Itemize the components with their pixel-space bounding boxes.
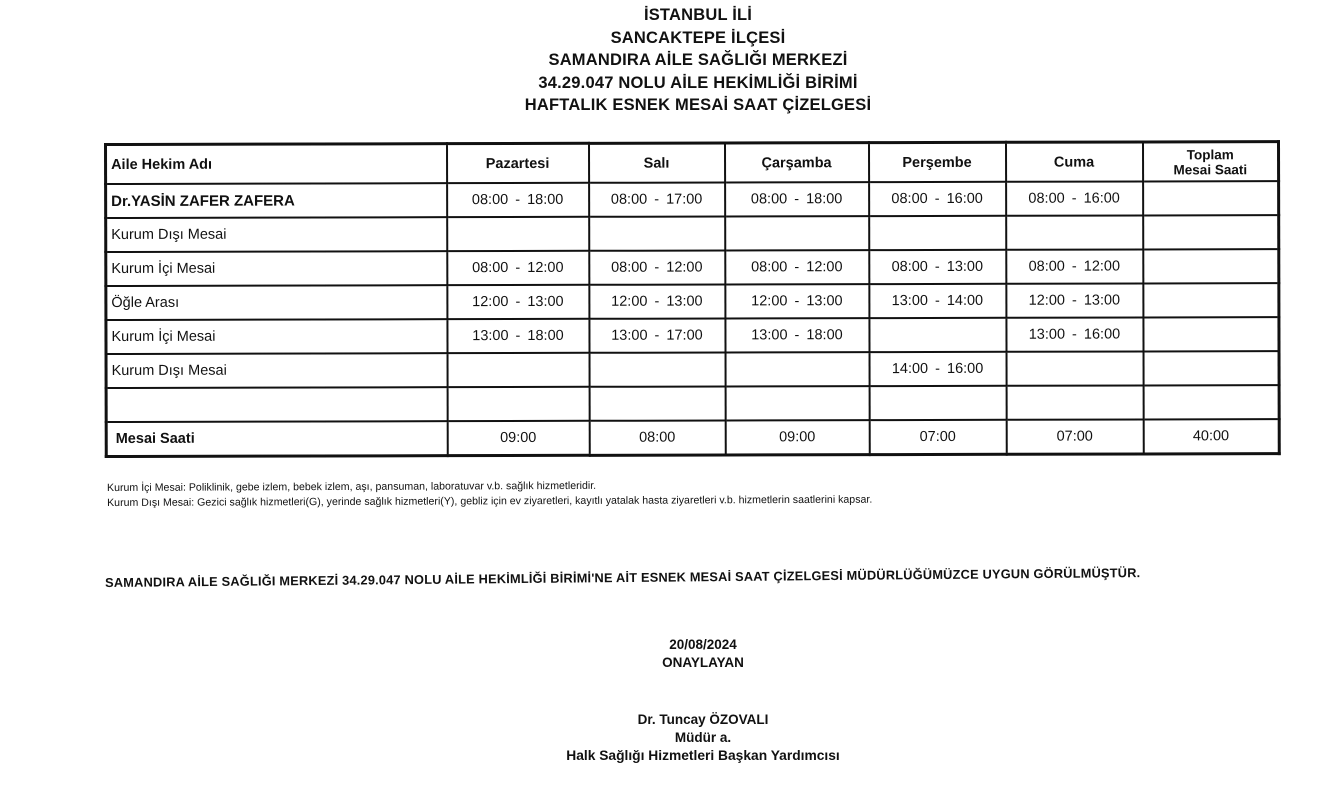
cell-tuesday bbox=[589, 386, 725, 420]
column-header-tuesday: Salı bbox=[589, 143, 725, 183]
table-row bbox=[106, 317, 1279, 354]
column-header-wednesday: Çarşamba bbox=[725, 143, 869, 183]
total-header-line-2: Mesai Saati bbox=[1173, 161, 1248, 177]
cell-monday bbox=[447, 353, 589, 387]
cell-thursday: 08:00 - 16:00 bbox=[869, 182, 1006, 216]
signatory-position: Halk Sağlığı Hizmetleri Başkan Yardımcısı bbox=[566, 748, 840, 763]
row-label: Öğle Arası bbox=[106, 285, 447, 320]
total-header-line-1: Toplam bbox=[1186, 146, 1234, 162]
table-footer-row bbox=[106, 419, 1279, 456]
cell-wednesday bbox=[725, 352, 869, 386]
approved-by-label: ONAYLAYAN bbox=[662, 655, 744, 670]
cell-friday bbox=[1006, 385, 1143, 419]
cell-tuesday bbox=[589, 216, 725, 250]
header-unit: 34.29.047 NOLU AİLE HEKİMLİĞİ BİRİMİ bbox=[538, 73, 858, 92]
approval-date: 20/08/2024 bbox=[669, 637, 737, 652]
cell-monday: 08:00 - 18:00 bbox=[447, 183, 589, 217]
column-header-friday: Cuma bbox=[1006, 142, 1143, 182]
cell-monday: 08:00 - 12:00 bbox=[447, 251, 589, 285]
cell-friday: 13:00 - 16:00 bbox=[1006, 317, 1143, 351]
cell-wednesday: 08:00 - 12:00 bbox=[725, 250, 869, 284]
cell-tuesday: 13:00 - 17:00 bbox=[589, 318, 725, 352]
cell-monday: 12:00 - 13:00 bbox=[447, 285, 589, 319]
table-row bbox=[106, 283, 1279, 320]
approval-date-block bbox=[0, 636, 1338, 672]
note-external-hours: Kurum Dışı Mesai: Gezici sağlık hizmetleri(G), yerinde sağlık hizmetleri(Y), gebliz için ev ziyaretleri, kayıtlı yatalak hasta ziyaretleri v.b. hizmetlerin saatlerini kapsar. bbox=[107, 493, 873, 509]
cell-monday: 13:00 - 18:00 bbox=[447, 319, 589, 353]
footer-tuesday-hours: 08:00 bbox=[589, 420, 725, 455]
schedule-table-wrapper bbox=[104, 140, 1281, 458]
cell-friday bbox=[1006, 215, 1143, 249]
cell-total bbox=[1143, 385, 1279, 419]
row-label: Kurum Dışı Mesai bbox=[106, 217, 447, 252]
table-row bbox=[106, 215, 1279, 252]
signatory-name: Dr. Tuncay ÖZOVALI bbox=[637, 712, 769, 727]
cell-monday bbox=[447, 387, 589, 421]
signature-block bbox=[0, 711, 1338, 765]
footer-total-hours: 40:00 bbox=[1143, 419, 1279, 454]
cell-friday: 12:00 - 13:00 bbox=[1006, 283, 1143, 317]
header-province: İSTANBUL İLİ bbox=[643, 6, 753, 24]
cell-tuesday: 08:00 - 12:00 bbox=[589, 250, 725, 284]
column-header-thursday: Perşembe bbox=[869, 142, 1006, 182]
cell-total bbox=[1143, 181, 1279, 215]
cell-total bbox=[1143, 249, 1279, 283]
cell-wednesday: 13:00 - 18:00 bbox=[725, 318, 869, 352]
table-row bbox=[106, 249, 1279, 286]
footer-monday-hours: 09:00 bbox=[447, 421, 589, 456]
footer-label-working-hours: Mesai Saati bbox=[106, 421, 447, 456]
row-label-doctor-name: Dr.YASİN ZAFER ZAFERA bbox=[106, 183, 447, 218]
row-label: Kurum İçi Mesai bbox=[106, 251, 447, 286]
cell-tuesday: 12:00 - 13:00 bbox=[589, 284, 725, 318]
cell-friday: 08:00 - 12:00 bbox=[1006, 249, 1143, 283]
note-internal-hours: Kurum İçi Mesai: Poliklinik, gebe izlem, bebek izlem, aşı, pansuman, laboratuvar v.b. sağlık hizmetleridir. bbox=[107, 479, 597, 494]
cell-tuesday: 08:00 - 17:00 bbox=[589, 182, 725, 216]
cell-wednesday: 12:00 - 13:00 bbox=[725, 284, 869, 318]
footer-thursday-hours: 07:00 bbox=[869, 420, 1006, 455]
cell-wednesday bbox=[725, 216, 869, 250]
cell-total bbox=[1143, 317, 1279, 351]
footer-wednesday-hours: 09:00 bbox=[725, 420, 869, 455]
row-label: Kurum İçi Mesai bbox=[106, 319, 447, 354]
table-header-row bbox=[106, 142, 1279, 184]
cell-thursday bbox=[869, 216, 1006, 250]
header-title: HAFTALIK ESNEK MESAİ SAAT ÇİZELGESİ bbox=[524, 96, 872, 114]
table-row bbox=[106, 385, 1279, 422]
column-header-doctor: Aile Hekim Adı bbox=[106, 144, 447, 184]
row-label: Kurum Dışı Mesai bbox=[106, 353, 447, 388]
table-row bbox=[106, 351, 1279, 388]
document-header bbox=[0, 4, 1338, 117]
schedule-table bbox=[104, 140, 1281, 458]
header-district: SANCAKTEPE İLÇESİ bbox=[610, 28, 786, 47]
cell-total bbox=[1143, 215, 1279, 249]
cell-friday: 08:00 - 16:00 bbox=[1006, 181, 1143, 215]
row-label bbox=[106, 387, 447, 422]
notes bbox=[107, 478, 872, 511]
cell-wednesday: 08:00 - 18:00 bbox=[725, 182, 869, 216]
approval-statement: SAMANDIRA AİLE SAĞLIĞI MERKEZİ 34.29.047 NOLU AİLE HEKİMLİĞİ BİRİMİ'NE AİT ESNEK MESAİ SAAT ÇİZELGESİ MÜDÜRLÜĞÜMÜZCE UYGUN GÖRÜLMÜŞTÜR. bbox=[105, 565, 1141, 590]
header-health-center: SAMANDIRA AİLE SAĞLIĞI MERKEZİ bbox=[548, 51, 848, 69]
cell-thursday bbox=[869, 386, 1006, 420]
cell-total bbox=[1143, 351, 1279, 385]
cell-thursday: 08:00 - 13:00 bbox=[869, 250, 1006, 284]
cell-total bbox=[1143, 283, 1279, 317]
cell-monday bbox=[447, 217, 589, 251]
cell-thursday: 14:00 - 16:00 bbox=[869, 352, 1006, 386]
table-row bbox=[106, 181, 1279, 218]
footer-friday-hours: 07:00 bbox=[1006, 419, 1143, 454]
signatory-title: Müdür a. bbox=[674, 730, 732, 745]
column-header-monday: Pazartesi bbox=[447, 143, 589, 183]
cell-tuesday bbox=[589, 352, 725, 386]
cell-friday bbox=[1006, 351, 1143, 385]
cell-wednesday bbox=[725, 386, 869, 420]
column-header-total bbox=[1143, 142, 1279, 182]
cell-thursday: 13:00 - 14:00 bbox=[869, 284, 1006, 318]
cell-thursday bbox=[869, 318, 1006, 352]
